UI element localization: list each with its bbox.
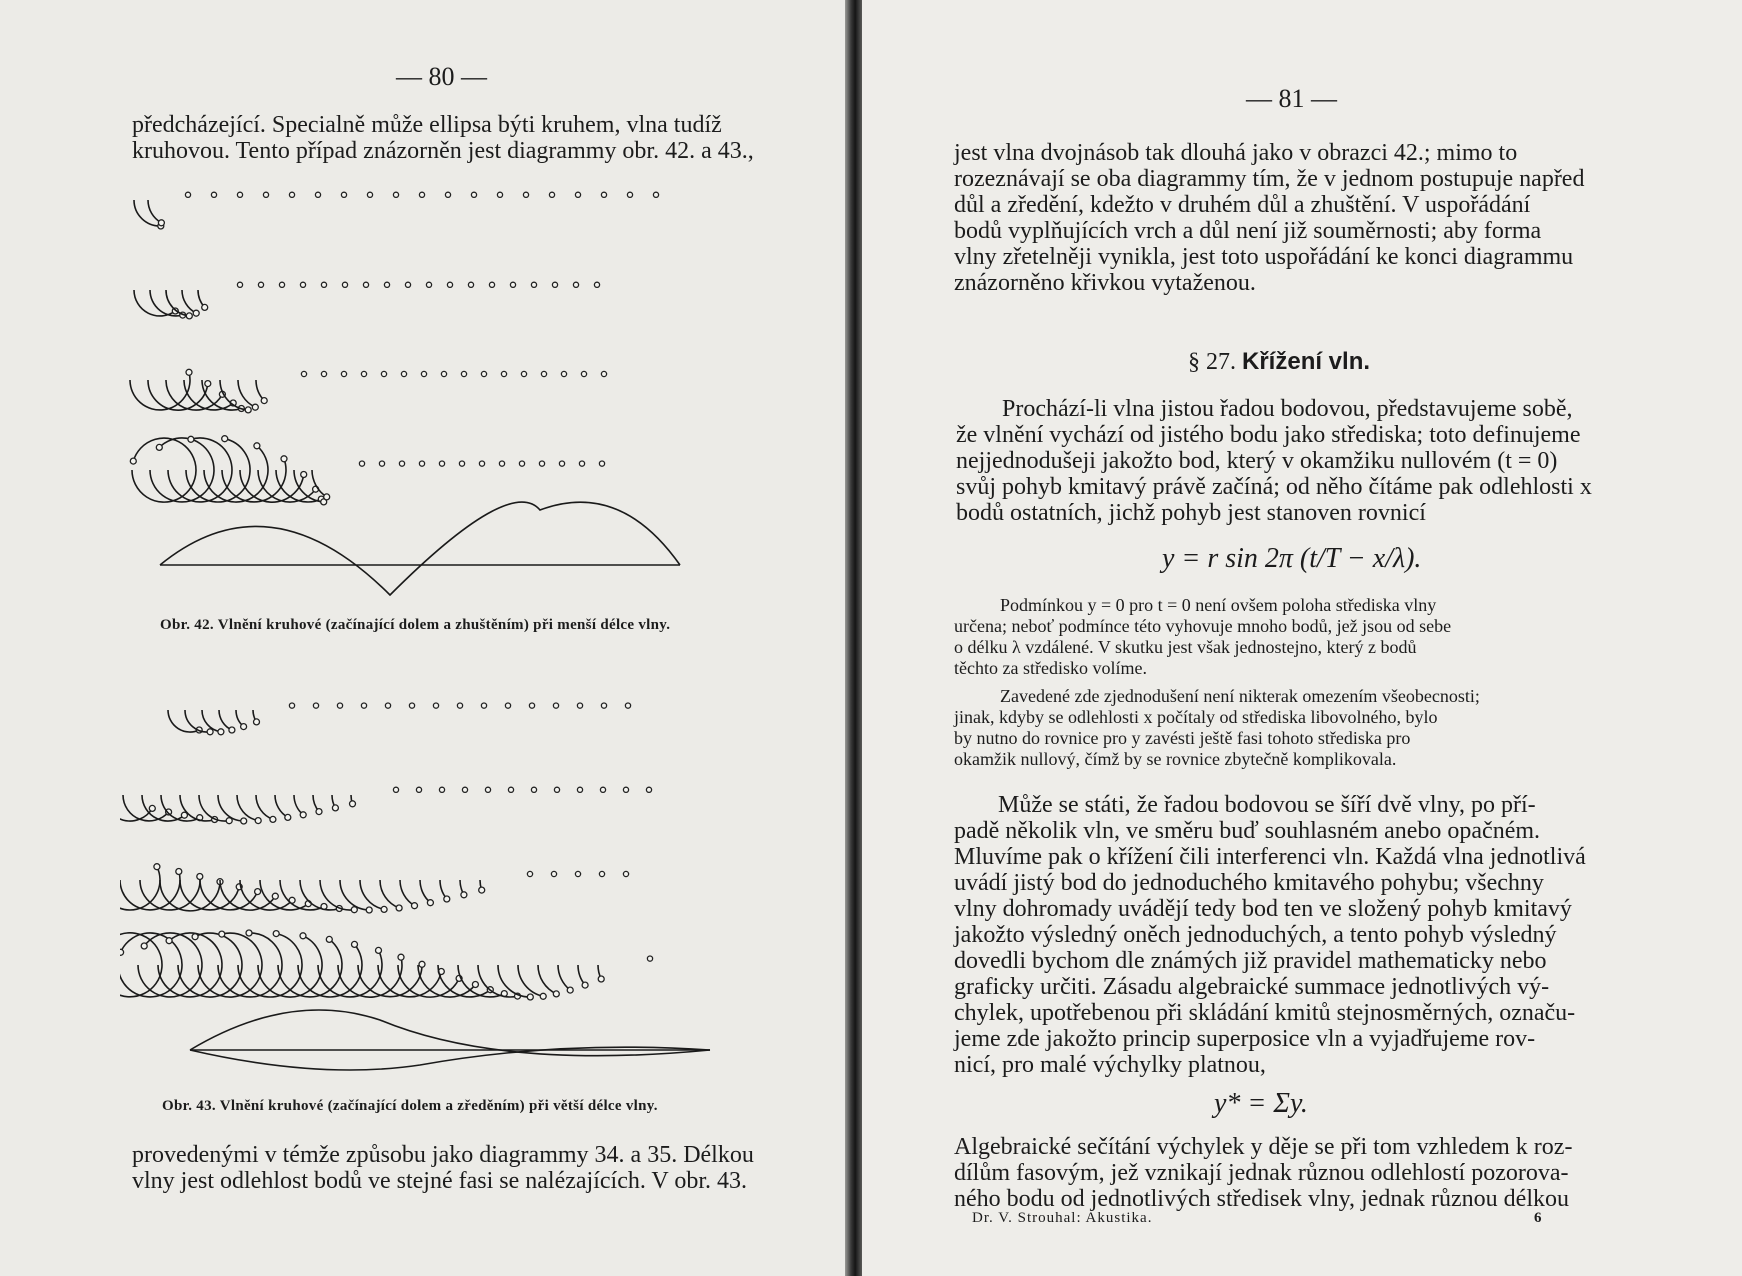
wave-point <box>222 436 228 442</box>
wave-equation: y = r sin 2π (t/T − x/λ). <box>1162 543 1422 574</box>
text-line: určena; neboť podmínce této vyhovuje mnoho bodů, jež jsou od sebe <box>954 616 1452 636</box>
wave-point <box>332 805 338 811</box>
rest-point <box>237 282 242 287</box>
wave-point <box>567 987 573 993</box>
rest-point <box>653 192 658 197</box>
figure-42-diagrams <box>130 192 680 595</box>
text-line: Zavedené zde zjednodušení není nikterak omezením všeobecnosti; <box>1000 686 1480 706</box>
wave-point <box>272 893 278 899</box>
wave-arc <box>558 965 570 990</box>
text-line: svůj pohyb kmitavý právě začíná; od něho čítáme pak odlehlosti x <box>956 474 1592 500</box>
wave-point <box>229 727 235 733</box>
paragraph-1 <box>954 140 1584 296</box>
wave-point <box>301 472 307 478</box>
rest-point <box>211 192 216 197</box>
rest-point <box>601 371 606 376</box>
wave-point <box>141 943 147 949</box>
rest-point <box>479 461 484 466</box>
rest-point <box>447 282 452 287</box>
text-line: jinak, kdyby se odlehlosti x počítaly od střediska libovolného, bylo <box>954 707 1438 727</box>
text-line: předcházející. Specialně může ellipsa býti kruhem, vlna tudíž <box>132 112 722 138</box>
bottom-paragraph <box>132 1142 754 1194</box>
rest-point <box>539 461 544 466</box>
text-line: vlny jest odlehlost bodů ve stejné fasi se nalézajících. V obr. 43. <box>132 1168 747 1194</box>
rest-point <box>561 371 566 376</box>
text-line: jeme zde jakožto princip superposice vln a vyjadřujeme rov- <box>954 1026 1536 1052</box>
wave-arc <box>180 880 239 910</box>
wave-arc <box>278 939 342 997</box>
text-line: znázorněno křivkou vytaženou. <box>954 270 1256 296</box>
wave-arc <box>400 880 415 906</box>
wave-point <box>193 310 199 316</box>
rest-point <box>313 703 318 708</box>
rest-point <box>289 192 294 197</box>
figure-42 <box>120 180 740 600</box>
wave-point <box>149 805 155 811</box>
paragraph-2 <box>956 396 1592 526</box>
rest-point <box>559 461 564 466</box>
text-line: rozeznávají se oba diagrammy tím, že v jednom postupuje napřed <box>954 166 1585 192</box>
rest-point <box>421 371 426 376</box>
text-line: kruhovou. Tento případ znázorněn jest diagrammy obr. 42. a 43., <box>132 138 754 164</box>
rest-point <box>379 461 384 466</box>
wave-arc <box>258 936 322 997</box>
wave-arc <box>380 880 399 908</box>
wave-arc <box>237 795 258 821</box>
rest-point <box>289 703 294 708</box>
rest-point <box>419 461 424 466</box>
rest-point <box>577 787 582 792</box>
paragraph-3 <box>954 792 1586 1078</box>
wave-point <box>255 818 261 824</box>
rest-point <box>575 871 580 876</box>
rest-point <box>337 703 342 708</box>
rest-point <box>499 461 504 466</box>
rest-point <box>385 703 390 708</box>
rest-point <box>419 192 424 197</box>
wave-curve <box>160 502 680 595</box>
wave-point <box>412 903 418 909</box>
text-line: graficky určiti. Zásadu algebraické summace jednotlivých vý- <box>954 974 1550 1000</box>
text-line: nejjednodušeji jakožto bod, který v okamžiku nullovém (t = 0) <box>956 448 1558 474</box>
wave-point <box>176 869 182 875</box>
rest-point <box>361 371 366 376</box>
wave-arc <box>220 880 275 910</box>
rest-point <box>497 192 502 197</box>
wave-point <box>205 381 211 387</box>
rest-point <box>301 371 306 376</box>
wave-point <box>598 976 604 982</box>
wave-point <box>300 933 306 939</box>
wave-point <box>120 949 124 955</box>
wave-point <box>527 994 533 1000</box>
rest-point <box>505 703 510 708</box>
text-line: o délku λ vzdálené. V skutku jest však jednostejno, který z bodů <box>954 637 1417 657</box>
text-line: Může se státi, že řadou bodovou se šíří dvě vlny, po pří- <box>998 792 1536 818</box>
rest-point <box>599 871 604 876</box>
rest-point <box>549 192 554 197</box>
rest-point <box>510 282 515 287</box>
rest-point <box>461 371 466 376</box>
wave-arc <box>538 965 556 994</box>
rest-point <box>646 787 651 792</box>
text-line: že vlnění vychází od jistého bodu jako střediska; toto definujeme <box>956 422 1581 448</box>
rest-point <box>575 192 580 197</box>
rest-point <box>623 871 628 876</box>
wave-curve <box>190 1010 710 1056</box>
wave-arc <box>218 933 282 997</box>
wave-point <box>300 812 306 818</box>
wave-point <box>396 905 402 911</box>
rest-point <box>321 282 326 287</box>
wave-point <box>381 906 387 912</box>
text-line: vlny zřetelněji vynikla, jest toto uspořádání ke konci diagrammu <box>954 244 1574 270</box>
wave-point <box>130 458 136 464</box>
wave-point <box>261 398 267 404</box>
rest-point <box>457 703 462 708</box>
wave-point <box>186 369 192 375</box>
rest-point <box>342 282 347 287</box>
wave-arc <box>256 795 273 819</box>
rest-point <box>279 282 284 287</box>
wave-arc <box>182 290 196 313</box>
rest-point <box>573 282 578 287</box>
rest-point <box>600 787 605 792</box>
wave-point <box>166 938 172 944</box>
wave-arc <box>120 867 160 910</box>
rest-point <box>581 371 586 376</box>
rest-point <box>519 461 524 466</box>
wave-point <box>419 961 425 967</box>
wave-point <box>254 443 260 449</box>
rest-point <box>405 282 410 287</box>
rest-point <box>468 282 473 287</box>
rest-point <box>439 461 444 466</box>
rest-point <box>315 192 320 197</box>
rest-point <box>441 371 446 376</box>
rest-point <box>554 787 559 792</box>
rest-point <box>384 282 389 287</box>
rest-point <box>300 282 305 287</box>
wave-point <box>246 930 252 936</box>
rest-point <box>599 461 604 466</box>
wave-point <box>241 724 247 730</box>
section-number: § 27. <box>1188 349 1236 375</box>
wave-arc <box>120 933 182 997</box>
wave-point <box>316 809 322 815</box>
text-line: by nutno do rovnice pro y zavésti ještě fasi tohoto střediska pro <box>954 728 1411 748</box>
text-line: jest vlna dvojnásob tak dlouhá jako v obrazci 42.; mimo to <box>954 140 1518 166</box>
wave-point <box>241 818 247 824</box>
wave-point <box>188 436 194 442</box>
text-line: těchto za středisko volíme. <box>954 658 1147 678</box>
wave-point <box>156 444 162 450</box>
wave-point <box>540 993 546 999</box>
footer-signature: 6 <box>1534 1210 1543 1226</box>
wave-arc <box>168 438 232 502</box>
rest-point <box>481 703 486 708</box>
rest-point <box>393 787 398 792</box>
text-line: chylek, upotřebenou při skládání kmitů stejnosměrných, označu- <box>954 1000 1576 1026</box>
rest-point <box>363 282 368 287</box>
wave-point <box>352 941 358 947</box>
wave-arc <box>148 200 161 223</box>
rest-point <box>381 371 386 376</box>
rest-point <box>501 371 506 376</box>
text-line: důl a zředění, kdežto v druhém důl a zhuštění. V uspořádání <box>954 192 1531 218</box>
wave-arc <box>160 880 220 911</box>
rest-point <box>237 192 242 197</box>
figure-42-caption: Obr. 42. Vlnění kruhové (začínající dolem a zhuštěním) při menší délce vlny. <box>160 617 671 633</box>
page-number: — 81 — <box>1246 84 1337 113</box>
rest-point <box>409 703 414 708</box>
rest-point <box>416 787 421 792</box>
rest-point <box>489 282 494 287</box>
wave-point <box>444 896 450 902</box>
wave-arc <box>202 710 221 732</box>
rest-point <box>361 703 366 708</box>
section-title: Křížení vln. <box>1242 348 1371 375</box>
rest-point <box>627 192 632 197</box>
wave-point <box>350 801 356 807</box>
rest-point <box>623 787 628 792</box>
rest-point <box>508 787 513 792</box>
text-line: dílům fasovým, jež vznikají jednak různou odlehlostí pozorova- <box>954 1160 1569 1186</box>
wave-point <box>427 900 433 906</box>
rest-point <box>439 787 444 792</box>
note-1 <box>954 595 1451 679</box>
text-line: dovedli bychom dle známých již pravidel mathematicky nebo <box>954 948 1547 974</box>
text-line: Prochází-li vlna jistou řadou bodovou, představujeme sobě, <box>1002 396 1573 422</box>
section-heading <box>1188 348 1370 376</box>
rest-point <box>531 282 536 287</box>
text-line: Podmínkou y = 0 pro t = 0 není ovšem poloha střediska vlny <box>1000 595 1437 615</box>
rest-point <box>601 703 606 708</box>
wave-arc <box>134 200 161 226</box>
rest-point <box>359 461 364 466</box>
footer-author: Dr. V. Strouhal: Akustika. <box>972 1210 1153 1226</box>
wave-point <box>285 814 291 820</box>
rest-point <box>426 282 431 287</box>
rest-point <box>552 282 557 287</box>
wave-arc <box>220 380 248 410</box>
text-line: provedenými v témže způsobu jako diagrammy 34. a 35. Délkou <box>132 1142 754 1168</box>
rest-point <box>341 371 346 376</box>
rest-point <box>647 956 652 961</box>
wave-point <box>472 982 478 988</box>
wave-arc <box>198 933 262 997</box>
wave-point <box>376 947 382 953</box>
page-number: — 80 — <box>396 62 487 91</box>
rest-point <box>531 787 536 792</box>
wave-arc <box>238 380 255 407</box>
rest-point <box>399 461 404 466</box>
wave-point <box>366 907 372 913</box>
rest-point <box>321 371 326 376</box>
text-line: vlny dohromady uvádějí tedy bod ten ve složený pohyb kmitavý <box>954 896 1572 922</box>
wave-arc <box>178 933 242 997</box>
text-line: nicí, pro malé výchylky platnou, <box>954 1052 1266 1078</box>
rest-point <box>529 703 534 708</box>
text-line: Algebraické sečítání výchylek y děje se při tom vzhledem k roz- <box>954 1134 1573 1160</box>
rest-point <box>553 703 558 708</box>
wave-arc <box>275 795 288 817</box>
rest-point <box>527 871 532 876</box>
rest-point <box>445 192 450 197</box>
wave-point <box>252 404 258 410</box>
wave-point <box>461 892 467 898</box>
wave-arc <box>458 965 504 997</box>
rest-point <box>393 192 398 197</box>
wave-point <box>202 304 208 310</box>
rest-point <box>541 371 546 376</box>
text-line: uvádí jistý bod do jednoduchého kmitavého pohybu; všechny <box>954 870 1544 896</box>
wave-point <box>255 889 261 895</box>
wave-point <box>326 936 332 942</box>
top-paragraph <box>132 112 754 164</box>
rest-point <box>433 703 438 708</box>
paragraph-4 <box>954 1134 1572 1212</box>
rest-point <box>579 461 584 466</box>
wave-point <box>218 729 224 735</box>
wave-point <box>273 931 279 937</box>
wave-point <box>245 407 251 413</box>
rest-point <box>459 461 464 466</box>
rest-point <box>481 371 486 376</box>
wave-arc <box>312 470 327 497</box>
rest-point <box>594 282 599 287</box>
wave-point <box>192 934 198 940</box>
text-line: ného bodu od jednotlivých středisek vlny, jednak různou délkou <box>954 1186 1569 1212</box>
book-gutter <box>845 0 862 1276</box>
text-line: bodů vyplňujících vrch a důl není již souměrnosti; aby forma <box>954 218 1542 244</box>
wave-arc <box>238 934 302 997</box>
text-line: bodů ostatních, jichž pohyb jest stanoven rovnicí <box>956 500 1426 526</box>
rest-point <box>462 787 467 792</box>
wave-point <box>270 816 276 822</box>
rest-point <box>551 871 556 876</box>
figure-43-caption: Obr. 43. Vlnění kruhové (začínající dolem a zředěním) při větší délce vlny. <box>162 1098 658 1114</box>
right-page <box>862 0 1742 1276</box>
text-line: jakožto výsledný oněch jednoduchých, a tento pohyb výsledný <box>954 922 1557 948</box>
rest-point <box>401 371 406 376</box>
text-line: padě několik vln, ve směru buď souhlasném anebo opačném. <box>954 818 1541 844</box>
rest-point <box>471 192 476 197</box>
figure-43 <box>120 670 800 1090</box>
rest-point <box>341 192 346 197</box>
text-line: Mluvíme pak o křížení čili interferenci vln. Každá vlna jednotlivá <box>954 844 1586 870</box>
rest-point <box>577 703 582 708</box>
wave-point <box>207 729 213 735</box>
rest-point <box>263 192 268 197</box>
wave-point <box>186 313 192 319</box>
rest-point <box>523 192 528 197</box>
figure-43-diagrams <box>120 703 710 1070</box>
rest-point <box>185 192 190 197</box>
wave-arc <box>518 965 543 996</box>
wave-point <box>398 954 404 960</box>
wave-point <box>281 456 287 462</box>
wave-point <box>553 991 559 997</box>
note-2 <box>954 686 1480 770</box>
wave-point <box>582 982 588 988</box>
rest-point <box>521 371 526 376</box>
wave-point <box>254 719 260 725</box>
wave-arc <box>420 880 430 903</box>
superposition-equation: y* = Σy. <box>1214 1088 1308 1119</box>
wave-arc <box>140 877 200 910</box>
wave-point <box>197 874 203 880</box>
wave-point <box>479 887 485 893</box>
wave-point <box>158 220 164 226</box>
text-line: okamžik nullový, čímž by se rovnice zbytečně komplikovala. <box>954 749 1397 769</box>
wave-point <box>154 864 160 870</box>
rest-point <box>625 703 630 708</box>
wave-point <box>324 494 330 500</box>
left-page <box>0 0 845 1276</box>
wave-point <box>219 931 225 937</box>
rest-point <box>258 282 263 287</box>
rest-point <box>367 192 372 197</box>
rest-point <box>601 192 606 197</box>
rest-point <box>485 787 490 792</box>
